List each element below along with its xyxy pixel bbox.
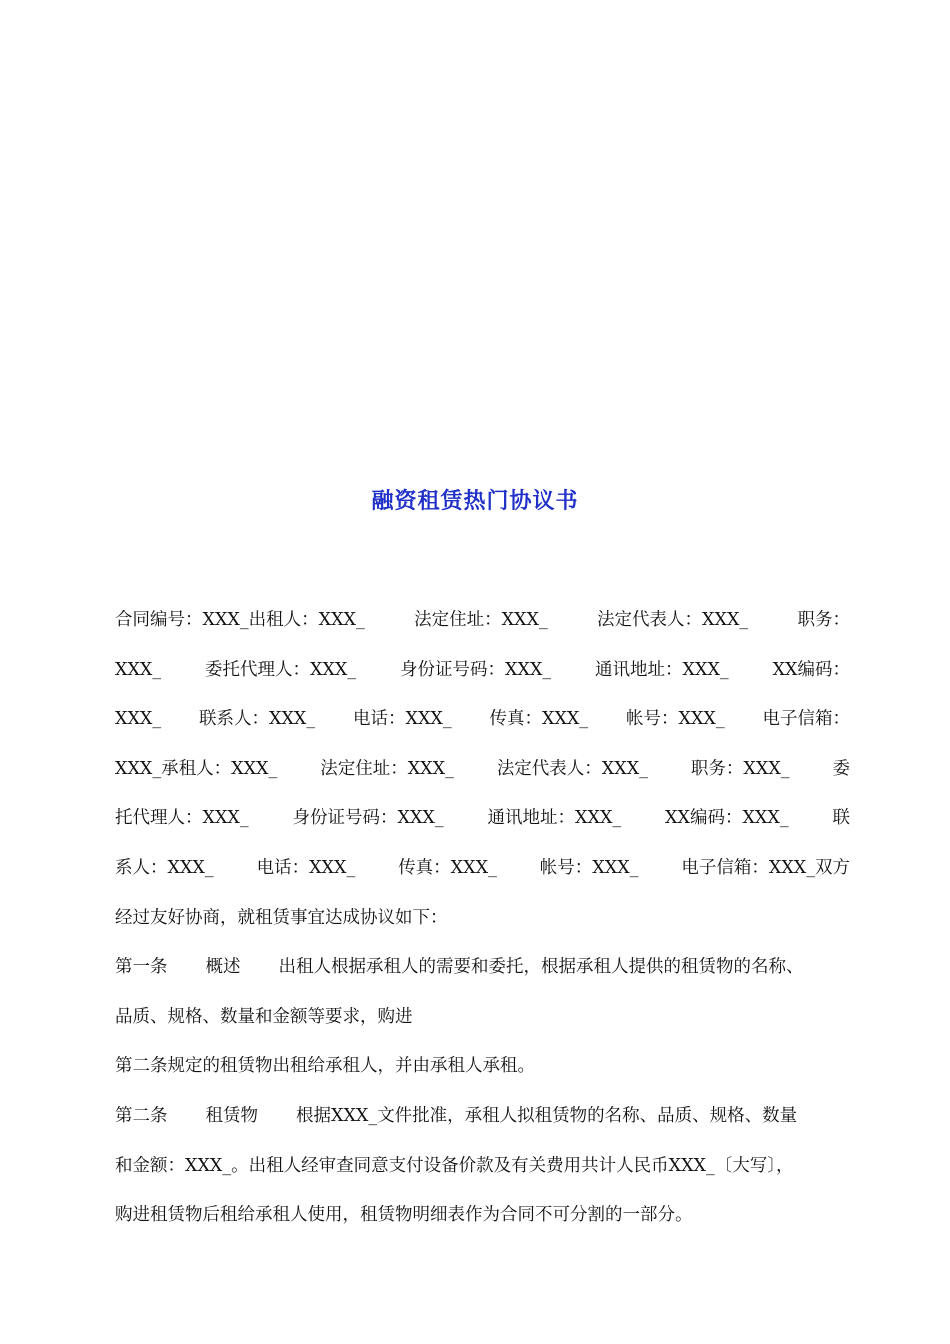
text-line [115, 1146, 850, 1196]
text-segment: 通讯地址：XXX_ [595, 659, 729, 680]
text-segment: XX编码： [772, 659, 850, 680]
text-segment: XXX_承租人：XXX_ [115, 758, 278, 779]
text-segment: 法定代表人：XXX_ [496, 758, 648, 779]
text-segment: 托代理人：XXX_ [115, 808, 249, 829]
text-segment: 委 [832, 758, 850, 779]
text-segment: 购进租赁物后租给承租人使用，租赁物明细表作为合同不可分割的一部分。 [115, 1205, 693, 1226]
text-line [115, 898, 850, 948]
article-heading: 租赁物 [205, 1105, 258, 1126]
document-body [115, 600, 850, 1245]
text-segment: 和金额：XXX_。出租人经审查同意支付设备价款及有关费用共计人民币XXX_〔大写〕， [115, 1155, 794, 1176]
article-number: 第二条 [115, 1105, 168, 1126]
text-segment: 经过友好协商，就租赁事宜达成协议如下： [115, 907, 448, 928]
text-segment: 法定住址：XXX_ [320, 758, 454, 779]
text-segment: XX编码：XXX_ [665, 808, 789, 829]
text-segment: 身份证号码：XXX_ [400, 659, 552, 680]
text-segment: 委托代理人：XXX_ [205, 659, 357, 680]
text-segment: 根据XXX_文件批准，承租人拟租赁物的名称、品质、规格、数量 [296, 1105, 798, 1126]
document-title: 融资租赁热门协议书 [371, 488, 579, 514]
text-segment: XXX_ [115, 709, 162, 730]
text-segment: 帐号：XXX_ [626, 709, 725, 730]
text-line [115, 699, 850, 749]
text-segment: 合同编号：XXX_出租人：XXX_ [115, 610, 365, 630]
text-segment: 电话：XXX_ [353, 709, 452, 730]
text-segment: 联 [832, 808, 850, 829]
text-segment: 电子信箱： [762, 709, 850, 730]
text-segment: 职务：XXX_ [690, 758, 790, 779]
text-segment: 系人：XXX_ [115, 857, 214, 878]
text-segment: 品质、规格、数量和金额等要求，购进 [115, 1006, 413, 1027]
article-number: 第一条 [115, 957, 168, 978]
text-line [115, 1195, 850, 1245]
text-segment: 电话：XXX_ [256, 857, 356, 878]
text-line [115, 997, 850, 1047]
text-segment: 通讯地址：XXX_ [487, 808, 622, 829]
text-segment: 职务： [797, 610, 850, 630]
text-segment: 出租人根据承租人的需要和委托，根据承租人提供的租赁物的名称、 [278, 957, 804, 978]
text-line [115, 650, 850, 700]
text-segment: 第二条规定的租赁物出租给承租人，并由承租人承租。 [115, 1056, 535, 1077]
text-line [115, 600, 850, 650]
text-line [115, 749, 850, 799]
text-line [115, 798, 850, 848]
text-segment: 传真：XXX_ [489, 709, 589, 730]
text-line [115, 1046, 850, 1096]
text-line [115, 1096, 850, 1146]
text-line [115, 947, 850, 997]
article-heading: 概述 [205, 957, 241, 978]
text-segment: 法定住址：XXX_ [414, 610, 548, 630]
text-segment: XXX_ [115, 659, 162, 680]
text-segment: 电子信箱：XXX_双方 [681, 857, 850, 878]
text-segment: 帐号：XXX_ [539, 857, 639, 878]
text-segment: 身份证号码：XXX_ [292, 808, 444, 829]
text-segment: 联系人：XXX_ [199, 709, 316, 730]
text-line [115, 848, 850, 898]
text-segment: 法定代表人：XXX_ [597, 610, 749, 630]
text-segment: 传真：XXX_ [398, 857, 497, 878]
